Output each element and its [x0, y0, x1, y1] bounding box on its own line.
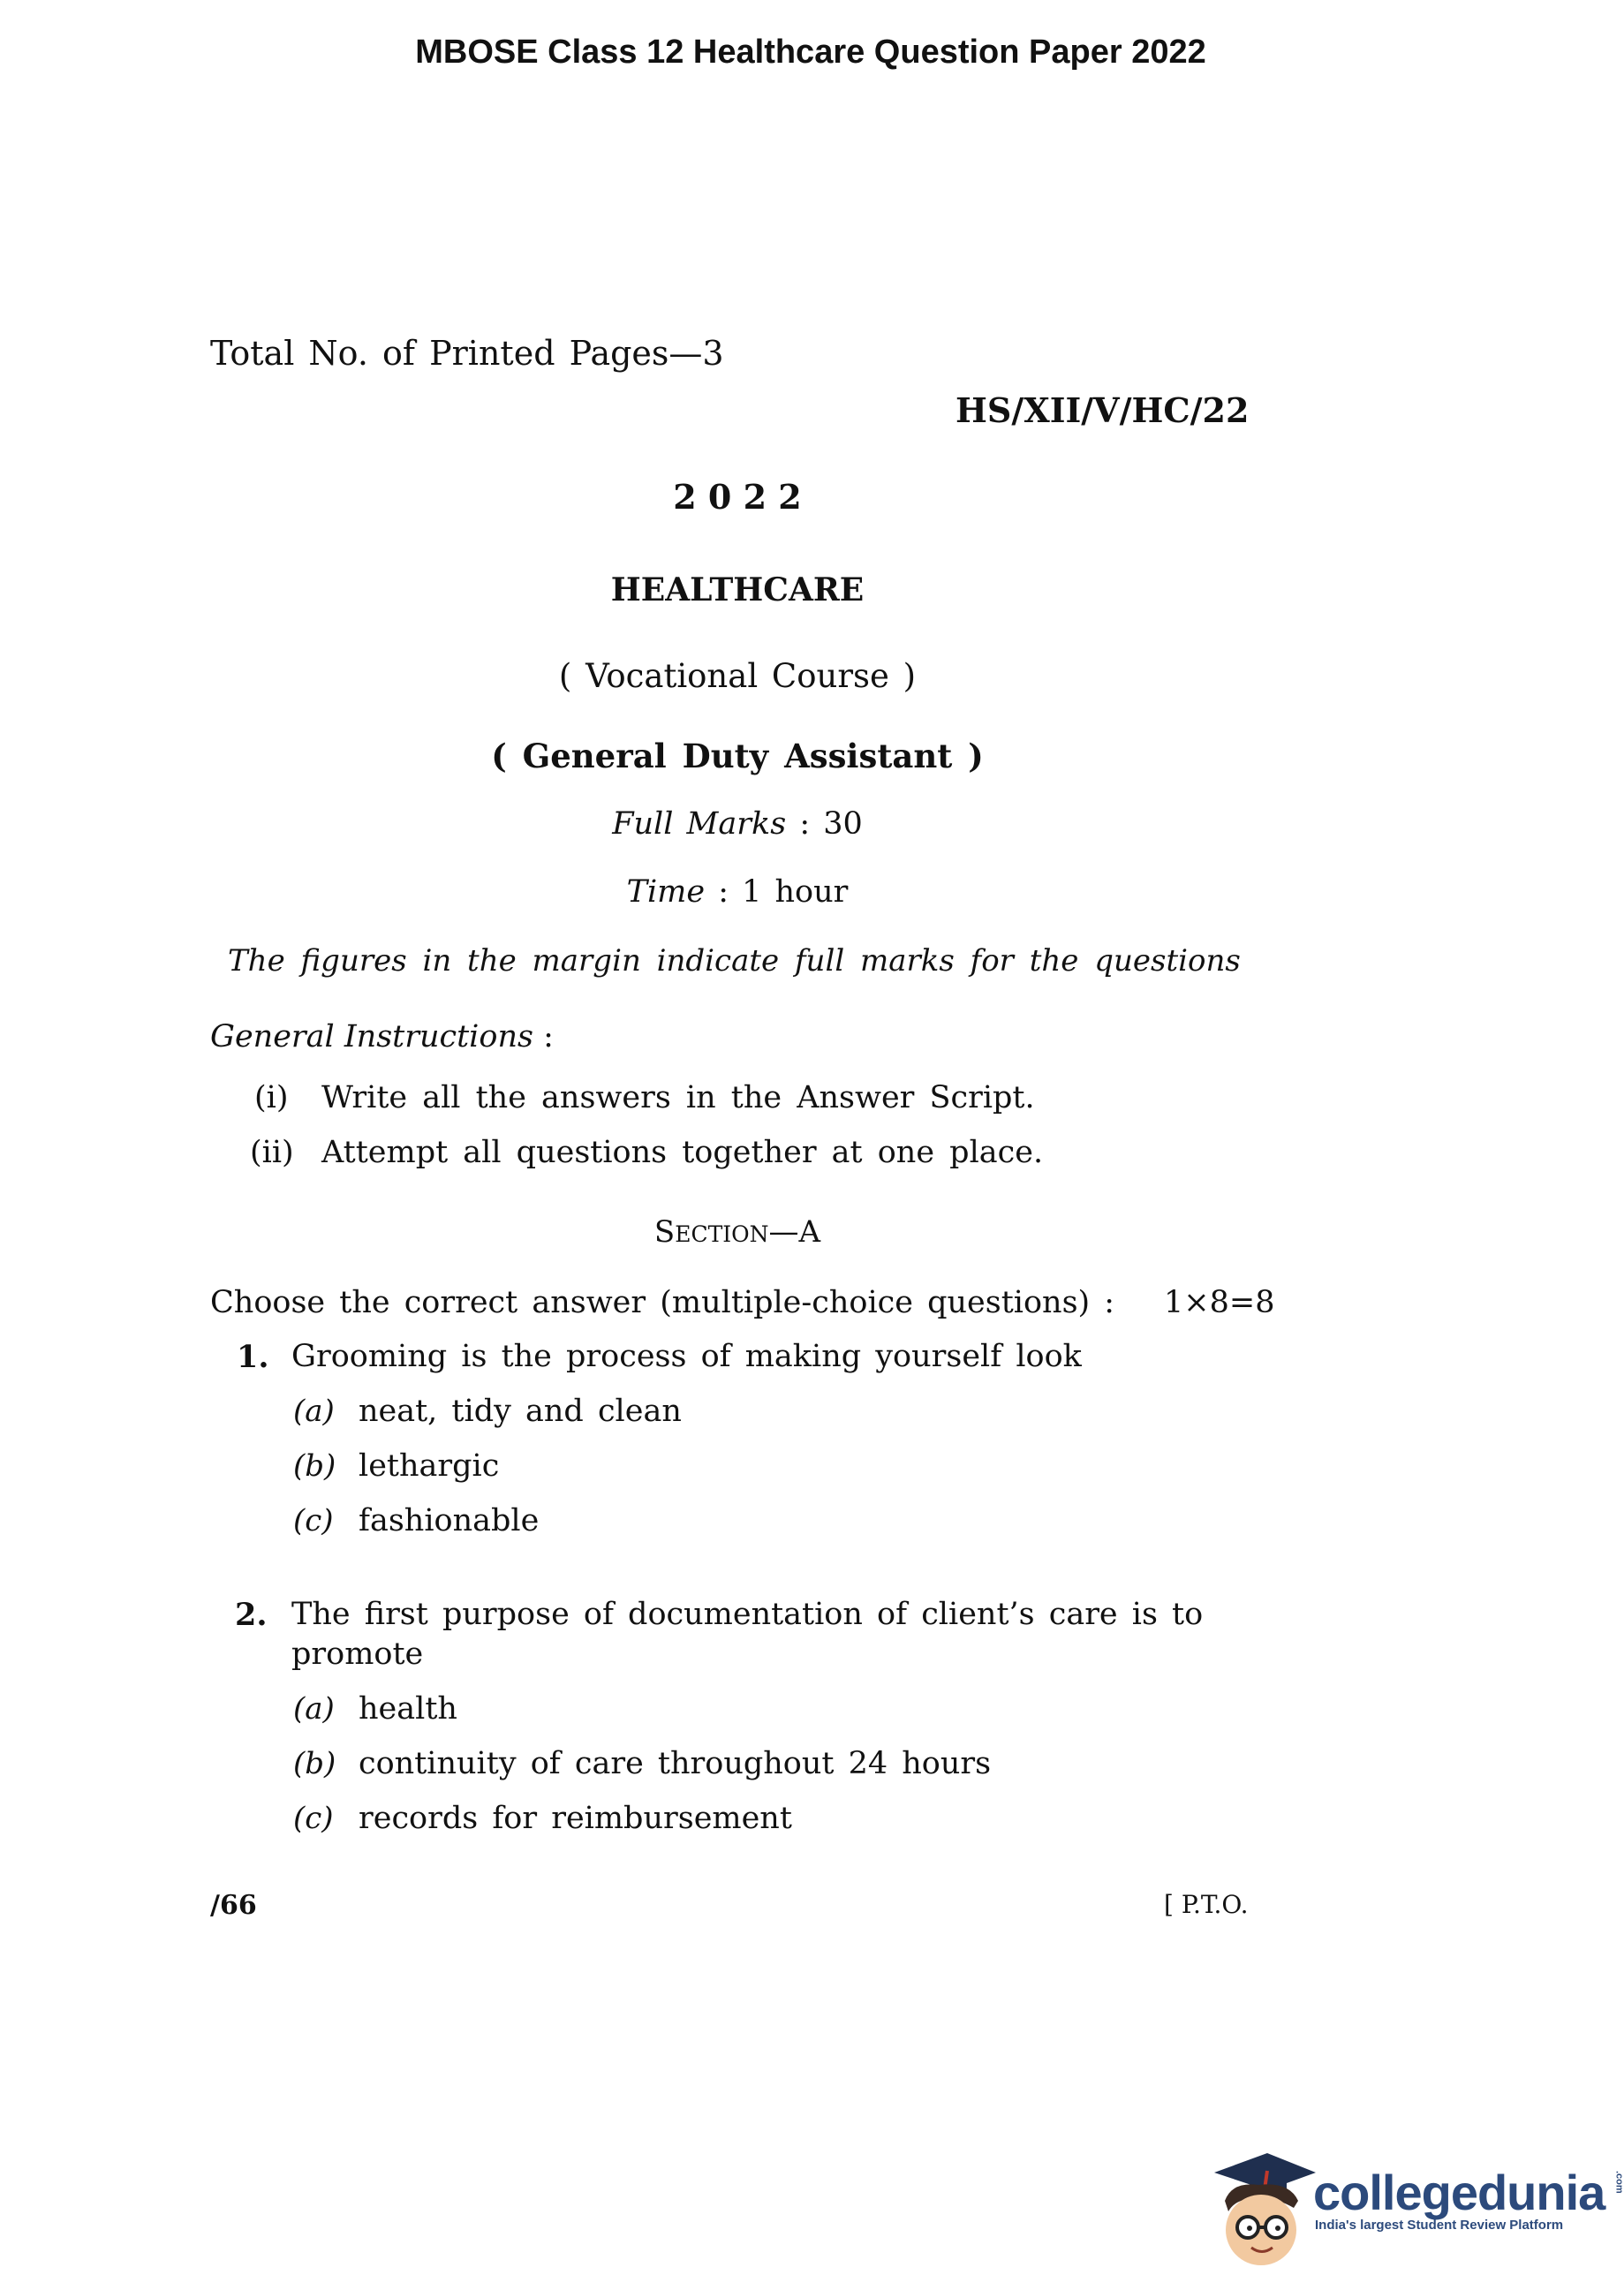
time-label: Time — [626, 874, 706, 910]
q1-option-a-text: neat, tidy and clean — [359, 1394, 682, 1429]
question-1-number: 1. — [237, 1339, 269, 1375]
q2-option-a-label: (a) — [293, 1691, 335, 1727]
section-title — [0, 1214, 1475, 1250]
q2-option-b-label: (b) — [293, 1746, 336, 1781]
paper-code: HS/XII/V/HC/22 — [956, 390, 1250, 430]
logo-name: collegedunia — [1313, 2165, 1605, 2220]
subject-title: HEALTHCARE — [610, 571, 865, 608]
q2-option-c-text: records for reimbursement — [359, 1801, 792, 1836]
q1-option-a-label: (a) — [293, 1394, 335, 1429]
q1-option-b-label: (b) — [293, 1448, 336, 1484]
course-type: ( Vocational Course ) — [558, 657, 917, 695]
time-value: : 1 hour — [718, 874, 849, 910]
course-stream: ( General Duty Assistant ) — [491, 737, 984, 775]
question-2-text-line2: promote — [291, 1636, 424, 1672]
eye-left-icon — [1247, 2226, 1252, 2231]
q2-option-c-label: (c) — [293, 1801, 334, 1836]
q1-option-c-text: fashionable — [359, 1503, 540, 1538]
logo-tagline: India's largest Student Review Platform — [1315, 2218, 1564, 2233]
instruction-text-1: Write all the answers in the Answer Script. — [321, 1080, 1035, 1115]
page-code: /66 — [210, 1890, 257, 1921]
full-marks-value: : 30 — [799, 806, 863, 842]
instruction-num-1: (i) — [254, 1080, 289, 1115]
instructions-heading — [210, 1019, 554, 1054]
question-1-text: Grooming is the process of making yourself look — [291, 1339, 1082, 1374]
question-2-number: 2. — [235, 1597, 268, 1633]
q2-option-b-text: continuity of care throughout 24 hours — [359, 1746, 992, 1781]
instructions-colon: : — [543, 1019, 554, 1054]
section-title-initial: S — [653, 1214, 676, 1250]
instructions-heading-text: General Instructions — [210, 1019, 533, 1054]
q2-option-a-text: health — [359, 1691, 457, 1727]
section-title-rest: ECTION — [675, 1221, 769, 1247]
q1-option-b-text: lethargic — [359, 1448, 500, 1484]
logo-dotcom: .com — [1613, 2171, 1624, 2194]
full-marks — [0, 806, 1475, 842]
instruction-num-2: (ii) — [250, 1135, 294, 1170]
section-instruction: Choose the correct answer (multiple-choice questions) : — [210, 1285, 1115, 1320]
section-title-suffix: —A — [768, 1214, 821, 1250]
full-marks-label: Full Marks — [612, 806, 787, 842]
margin-note: The figures in the margin indicate full marks for the questions — [228, 943, 1241, 979]
pto-marker: [ P.T.O. — [1164, 1890, 1249, 1919]
paper-year: 2 0 2 2 — [673, 477, 802, 517]
logo-name-row — [1313, 2164, 1624, 2221]
banner-title: MBOSE Class 12 Healthcare Question Paper 2022 — [415, 34, 1206, 71]
time-allowed — [0, 874, 1475, 910]
eye-right-icon — [1275, 2226, 1280, 2231]
instruction-text-2: Attempt all questions together at one place. — [321, 1135, 1044, 1170]
mascot-logo-icon — [1205, 2146, 1320, 2270]
question-2-text-line1: The first purpose of documentation of client’s care is to — [291, 1597, 1204, 1632]
q1-option-c-label: (c) — [293, 1503, 334, 1538]
brand-logo — [1313, 2164, 1624, 2233]
section-marks: 1×8=8 — [1164, 1285, 1275, 1320]
total-pages: Total No. of Printed Pages—3 — [210, 334, 724, 373]
